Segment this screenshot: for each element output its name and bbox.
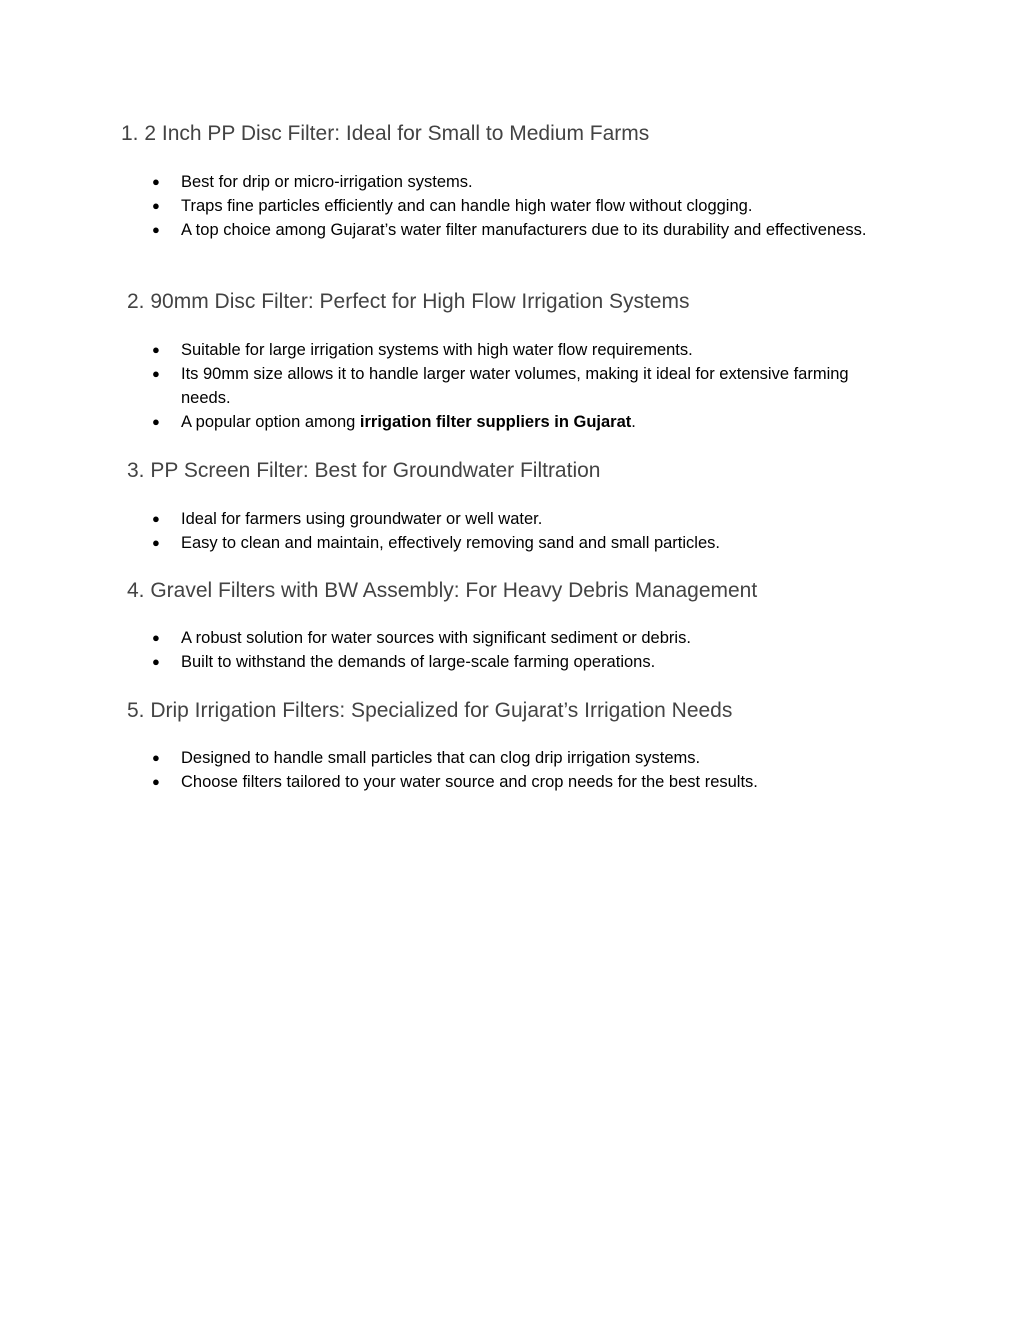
list-item (0, 338, 871, 362)
bullet-icon: ● (152, 198, 160, 213)
list-item (0, 362, 871, 410)
bullet-list-5 (0, 746, 1024, 794)
section-heading-5: 5. Drip Irrigation Filters: Specialized for Gujarat’s Irrigation Needs (127, 699, 733, 722)
bullet-icon: ● (152, 366, 160, 381)
bullet-icon: ● (152, 342, 160, 357)
section-heading-4: 4. Gravel Filters with BW Assembly: For Heavy Debris Management (127, 579, 758, 602)
bullet-text: Suitable for large irrigation systems with high water flow requirements. (181, 341, 693, 359)
bullet-icon: ● (152, 174, 160, 189)
bullet-text-suffix: . (631, 413, 636, 431)
bullet-icon: ● (152, 222, 160, 237)
list-item (0, 170, 871, 194)
list-item (0, 650, 871, 674)
bullet-text: Choose filters tailored to your water source and crop needs for the best results. (181, 773, 758, 791)
bullet-icon: ● (152, 774, 160, 789)
bullet-text: Traps fine particles efficiently and can handle high water flow without clogging. (181, 197, 753, 215)
bullet-icon: ● (152, 511, 160, 526)
list-item (0, 410, 871, 434)
bullet-list-2 (0, 338, 1024, 434)
bullet-icon: ● (152, 654, 160, 669)
bullet-text: A robust solution for water sources with significant sediment or debris. (181, 629, 691, 647)
bullet-list-1 (0, 170, 1024, 242)
bullet-text: Best for drip or micro-irrigation systems. (181, 173, 473, 191)
bullet-icon: ● (152, 414, 160, 429)
list-item (0, 770, 871, 794)
bullet-icon: ● (152, 535, 160, 550)
bullet-text: Designed to handle small particles that can clog drip irrigation systems. (181, 749, 701, 767)
bullet-text: Built to withstand the demands of large-scale farming operations. (181, 653, 656, 671)
bullet-text: Its 90mm size allows it to handle larger water volumes, making it ideal for extensive farming needs. (181, 365, 849, 407)
list-item (0, 218, 871, 242)
section-heading-2: 2. 90mm Disc Filter: Perfect for High Flow Irrigation Systems (127, 290, 690, 313)
bullet-icon: ● (152, 750, 160, 765)
bullet-text: A top choice among Gujarat’s water filter manufacturers due to its durability and effectiveness. (181, 221, 867, 239)
bullet-icon: ● (152, 630, 160, 645)
list-item (0, 531, 871, 555)
list-item (0, 746, 871, 770)
bullet-text-bold: irrigation filter suppliers in Gujarat (359, 413, 632, 431)
section-heading-1: 1. 2 Inch PP Disc Filter: Ideal for Small to Medium Farms (121, 122, 650, 145)
bullet-text: Ideal for farmers using groundwater or well water. (181, 510, 543, 528)
section-heading-3: 3. PP Screen Filter: Best for Groundwater Filtration (127, 459, 601, 482)
list-item (0, 507, 871, 531)
bullet-text: Easy to clean and maintain, effectively removing sand and small particles. (181, 534, 720, 552)
bullet-list-3 (0, 507, 1024, 555)
bullet-text-prefix: A popular option among (181, 413, 360, 431)
list-item (0, 194, 871, 218)
bullet-list-4 (0, 626, 1024, 674)
list-item (0, 626, 871, 650)
